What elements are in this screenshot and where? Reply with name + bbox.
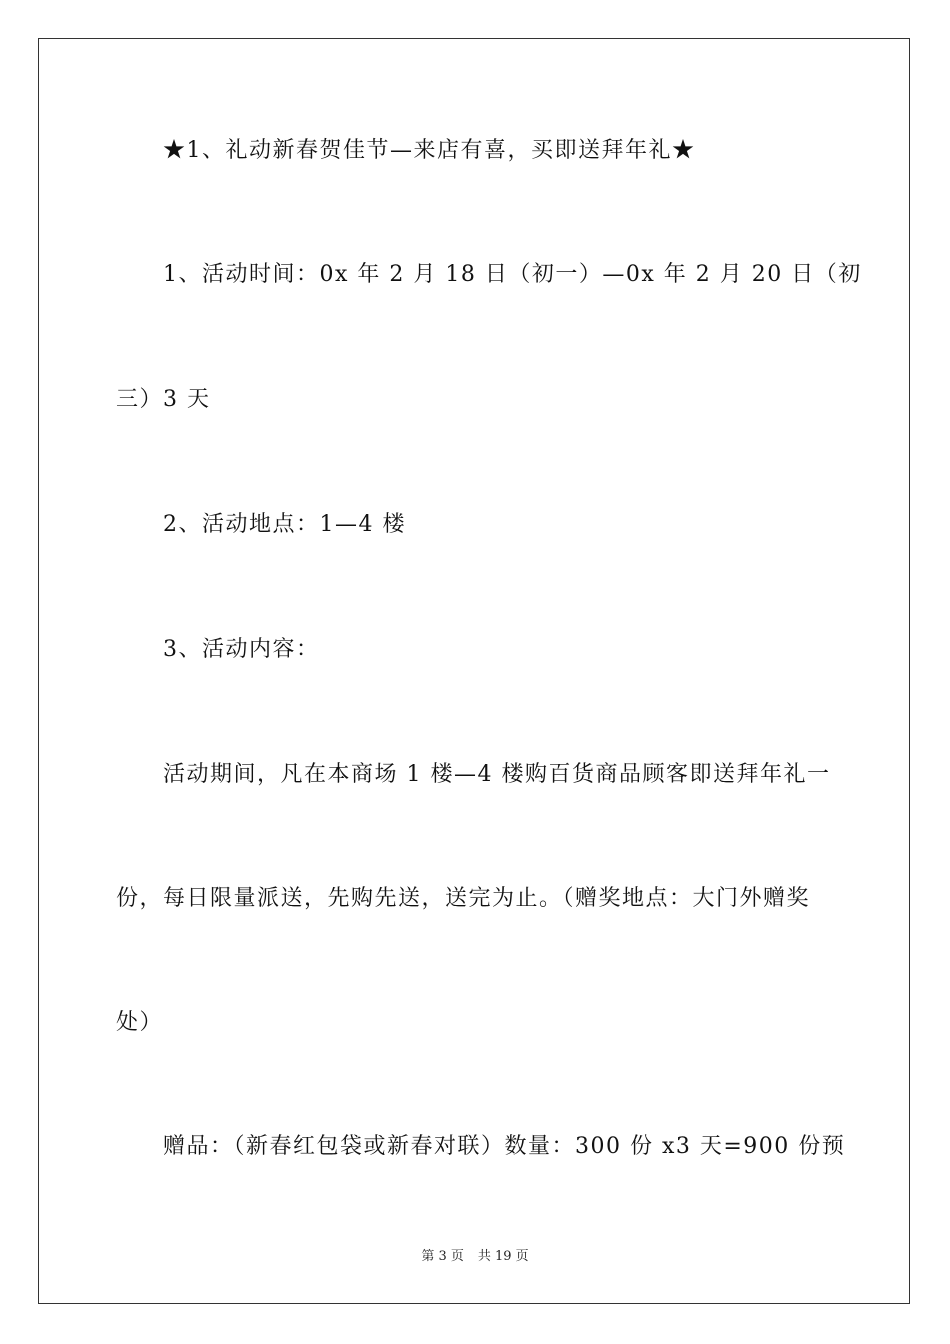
paragraph-line: 活动期间，凡在本商场 1 楼—4 楼购百货商品顾客即送拜年礼一 [163,762,831,787]
heading-line: ★1、礼动新春贺佳节—来店有喜，买即送拜年礼★ [163,138,696,163]
page-number: 第 3 页 [421,1249,464,1264]
page-footer [0,1248,950,1266]
paragraph-line: 1、活动时间：0x 年 2 月 18 日（初一）—0x 年 2 月 20 日（初 [163,262,862,287]
page-border [38,38,910,1304]
paragraph-line: 份，每日限量派送，先购先送，送完为止。（赠奖地点：大门外赠奖 [116,886,811,911]
page-total: 共 19 页 [477,1249,529,1264]
paragraph-line: 三）3 天 [116,387,211,412]
paragraph-line: 处） [116,1010,164,1035]
paragraph-line: 3、活动内容： [163,637,320,662]
paragraph-line: 赠品：（新春红包袋或新春对联）数量：300 份 x3 天=900 份预 [163,1134,846,1159]
paragraph-line: 2、活动地点：1—4 楼 [163,512,406,537]
